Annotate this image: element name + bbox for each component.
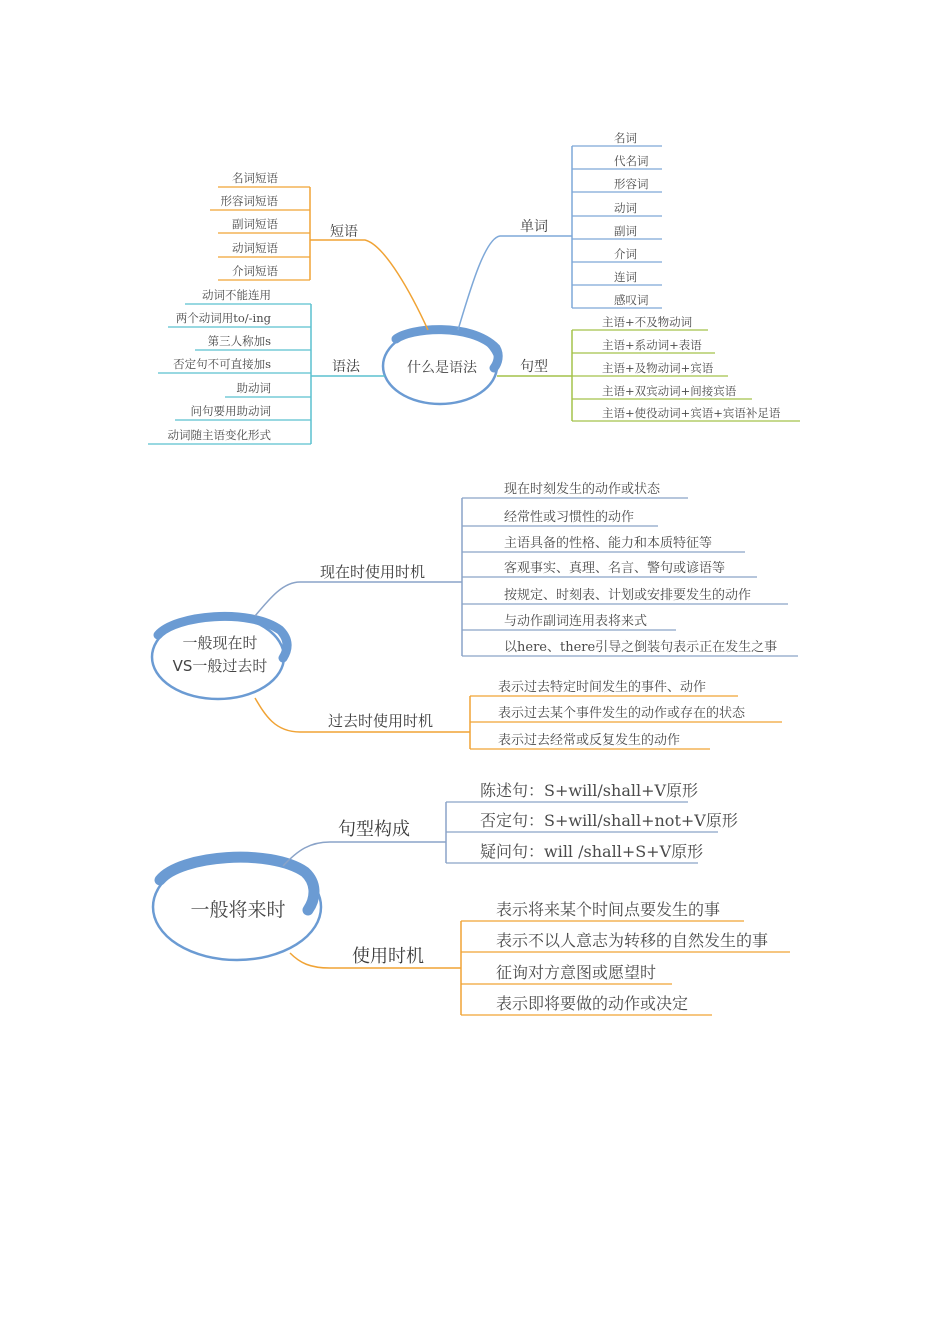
leaf-word-noun: 名词 xyxy=(614,131,637,145)
leaf-structure-declarative: 陈述句：S+will/shall+V原形 xyxy=(480,781,699,800)
center-node-future: 一般将来时 xyxy=(190,899,286,921)
branch-label-present-usage: 现在时使用时机 xyxy=(320,563,426,581)
connector-phrases xyxy=(310,240,428,330)
leaf-word-adjective: 形容词 xyxy=(614,177,649,191)
center-node-grammar: 什么是语法 xyxy=(407,360,477,376)
leaf-pattern-causative: 主语+使役动词+宾语+宾语补足语 xyxy=(602,406,781,420)
connector-present xyxy=(255,582,462,616)
branch-label-words: 单词 xyxy=(520,219,548,235)
leaf-rule-auxiliary: 助动词 xyxy=(236,381,271,395)
leaf-rule-third-person-s: 第三人称加s xyxy=(207,334,271,348)
leaf-rule-subject-agreement: 动词随主语变化形式 xyxy=(167,428,271,442)
branch-label-patterns: 句型 xyxy=(520,359,548,375)
leaf-future-decision: 表示即将要做的动作或决定 xyxy=(496,994,689,1013)
leaf-pattern-transitive: 主语+及物动词+宾语 xyxy=(602,361,714,375)
leaf-word-adverb: 副词 xyxy=(614,224,637,238)
branch-label-future-usage: 使用时机 xyxy=(352,946,424,967)
leaf-rule-no-double-verb: 动词不能连用 xyxy=(202,288,271,302)
leaf-pattern-linking: 主语+系动词+表语 xyxy=(602,338,702,352)
leaf-pattern-ditransitive: 主语+双宾动词+间接宾语 xyxy=(602,384,737,398)
mind-map-simple-future xyxy=(153,781,790,1015)
leaf-structure-negative: 否定句：S+will/shall+not+V原形 xyxy=(480,811,738,830)
leaf-phrase-verb: 动词短语 xyxy=(232,241,278,255)
connector-structure xyxy=(283,842,446,866)
leaf-word-interjection: 感叹词 xyxy=(614,293,649,307)
branch-label-sentence-structure: 句型构成 xyxy=(338,819,410,840)
leaf-word-verb: 动词 xyxy=(614,201,637,215)
leaf-present-facts-truths: 客观事实、真理、名言、警句或谚语等 xyxy=(504,561,726,576)
branch-label-phrases: 短语 xyxy=(330,224,358,240)
leaf-word-conjunction: 连词 xyxy=(614,270,637,284)
leaf-structure-interrogative: 疑问句：will /shall+S+V原形 xyxy=(480,842,704,861)
leaf-phrase-adjective: 形容词短语 xyxy=(220,194,278,208)
leaf-present-schedule: 按规定、时刻表、计划或安排要发生的动作 xyxy=(504,588,752,603)
center-node-present-past-line2: VS一般过去时 xyxy=(172,657,268,675)
leaf-present-habitual: 经常性或习惯性的动作 xyxy=(504,510,635,525)
leaf-present-current-action: 现在时刻发生的动作或状态 xyxy=(504,482,661,497)
leaf-future-time-point: 表示将来某个时间点要发生的事 xyxy=(496,900,721,919)
mind-map-grammar xyxy=(148,131,800,444)
leaf-present-future-adverb: 与动作副词连用表将来式 xyxy=(504,614,648,629)
leaf-past-specific-time: 表示过去特定时间发生的事件、动作 xyxy=(498,680,707,695)
leaf-word-preposition: 介词 xyxy=(614,247,637,261)
leaf-phrase-preposition: 介词短语 xyxy=(232,264,278,278)
leaf-present-inversion: 以here、there引导之倒装句表示正在发生之事 xyxy=(504,640,778,655)
leaf-past-event-state: 表示过去某个事件发生的动作或存在的状态 xyxy=(498,706,746,721)
leaf-rule-negative-no-s: 否定句不可直接加s xyxy=(173,357,271,371)
leaf-phrase-adverb: 副词短语 xyxy=(232,217,278,231)
leaf-past-repeated: 表示过去经常或反复发生的动作 xyxy=(498,733,681,748)
branch-label-grammar-rules: 语法 xyxy=(332,359,360,375)
branch-label-past-usage: 过去时使用时机 xyxy=(328,712,434,730)
leaf-rule-to-ing: 两个动词用to/-ing xyxy=(175,311,271,325)
mind-map-present-vs-past xyxy=(152,481,798,749)
leaf-future-inquiry: 征询对方意图或愿望时 xyxy=(496,963,657,982)
connector-words xyxy=(458,236,572,330)
center-node-present-past-line1: 一般现在时 xyxy=(182,634,258,652)
leaf-pattern-intransitive: 主语+不及物动词 xyxy=(602,315,693,329)
leaf-present-characteristics: 主语具备的性格、能力和本质特征等 xyxy=(504,536,713,551)
leaf-rule-question-auxiliary: 问句要用助动词 xyxy=(190,404,271,418)
leaf-word-pronoun: 代名词 xyxy=(614,154,649,168)
leaf-phrase-noun: 名词短语 xyxy=(232,171,278,185)
leaf-future-natural: 表示不以人意志为转移的自然发生的事 xyxy=(496,931,769,950)
